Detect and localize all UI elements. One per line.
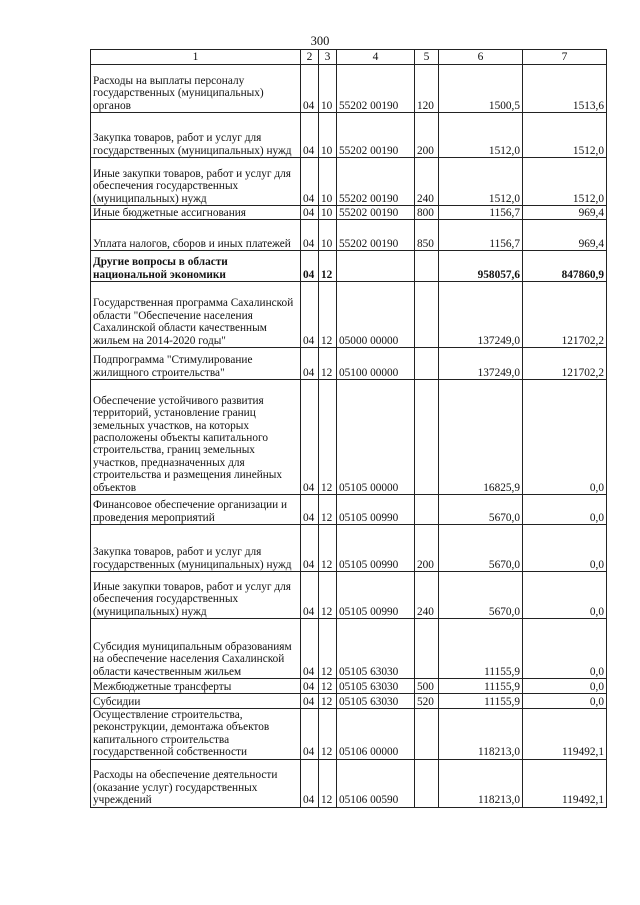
table-row <box>91 158 607 206</box>
row-name-cell: Подпрограмма "Стимулирование жилищного строительства" <box>91 348 301 380</box>
section-code-cell: 04 <box>301 220 319 251</box>
section-code-cell: 04 <box>301 495 319 525</box>
amount-year2-cell: 0,0 <box>523 380 607 495</box>
expense-type-cell <box>415 348 439 380</box>
target-article-cell: 55202 00190 <box>337 206 415 220</box>
table-row <box>91 495 607 525</box>
section-code-cell: 04 <box>301 525 319 572</box>
subsection-code-cell: 10 <box>319 220 337 251</box>
column-header: 2 <box>301 50 319 65</box>
amount-year2-cell: 0,0 <box>523 525 607 572</box>
target-article-cell: 05106 00590 <box>337 759 415 807</box>
column-header: 5 <box>415 50 439 65</box>
subsection-code-cell: 12 <box>319 694 337 709</box>
expense-type-cell: 520 <box>415 694 439 709</box>
amount-year1-cell: 5670,0 <box>439 525 523 572</box>
section-code-cell: 04 <box>301 348 319 380</box>
amount-year1-cell: 5670,0 <box>439 572 523 619</box>
amount-year1-cell: 1156,7 <box>439 206 523 220</box>
subsection-code-cell: 10 <box>319 113 337 158</box>
expense-type-cell <box>415 619 439 679</box>
amount-year2-cell: 969,4 <box>523 220 607 251</box>
amount-year1-cell: 11155,9 <box>439 679 523 694</box>
section-code-cell: 04 <box>301 380 319 495</box>
column-header: 4 <box>337 50 415 65</box>
subsection-code-cell: 12 <box>319 495 337 525</box>
row-name-cell: Финансовое обеспечение организации и проведения мероприятий <box>91 495 301 525</box>
target-article-cell: 05105 63030 <box>337 619 415 679</box>
expense-type-cell <box>415 251 439 282</box>
expense-type-cell: 500 <box>415 679 439 694</box>
column-header-row <box>91 50 607 65</box>
row-name-cell: Обеспечение устойчивого развития территорий, установление границ земельных участков, на которых расположены объекты капитального строительства, границ земельных участков, предназначенных для строительства и размещения линейных объектов <box>91 380 301 495</box>
row-name-cell: Иные бюджетные ассигнования <box>91 206 301 220</box>
row-name-cell: Закупка товаров, работ и услуг для государственных (муниципальных) нужд <box>91 113 301 158</box>
subsection-code-cell: 12 <box>319 282 337 348</box>
table-row <box>91 709 607 760</box>
amount-year2-cell: 121702,2 <box>523 348 607 380</box>
expense-type-cell <box>415 380 439 495</box>
row-name-cell: Субсидия муниципальным образованиям на обеспечение населения Сахалинской области качественным жильем <box>91 619 301 679</box>
subsection-code-cell: 10 <box>319 65 337 113</box>
expense-type-cell: 240 <box>415 572 439 619</box>
row-name-cell: Межбюджетные трансферты <box>91 679 301 694</box>
row-name-cell: Закупка товаров, работ и услуг для государственных (муниципальных) нужд <box>91 525 301 572</box>
target-article-cell: 55202 00190 <box>337 158 415 206</box>
amount-year1-cell: 1512,0 <box>439 158 523 206</box>
column-header: 7 <box>523 50 607 65</box>
expense-type-cell: 120 <box>415 65 439 113</box>
amount-year2-cell: 119492,1 <box>523 709 607 760</box>
table-row <box>91 380 607 495</box>
section-code-cell: 04 <box>301 709 319 760</box>
amount-year2-cell: 1513,6 <box>523 65 607 113</box>
target-article-cell: 05105 00990 <box>337 495 415 525</box>
table-row <box>91 348 607 380</box>
section-code-cell: 04 <box>301 619 319 679</box>
subsection-code-cell: 12 <box>319 525 337 572</box>
amount-year1-cell: 16825,9 <box>439 380 523 495</box>
amount-year1-cell: 5670,0 <box>439 495 523 525</box>
subsection-code-cell: 10 <box>319 158 337 206</box>
target-article-cell: 05105 63030 <box>337 694 415 709</box>
row-name-cell: Осуществление строительства, реконструкции, демонтажа объектов капитального строительства государственной собственности <box>91 709 301 760</box>
amount-year2-cell: 119492,1 <box>523 759 607 807</box>
target-article-cell: 05000 00000 <box>337 282 415 348</box>
target-article-cell: 55202 00190 <box>337 65 415 113</box>
expense-type-cell: 850 <box>415 220 439 251</box>
section-code-cell: 04 <box>301 694 319 709</box>
section-code-cell: 04 <box>301 282 319 348</box>
amount-year1-cell: 118213,0 <box>439 709 523 760</box>
section-code-cell: 04 <box>301 572 319 619</box>
amount-year2-cell: 1512,0 <box>523 158 607 206</box>
amount-year2-cell: 1512,0 <box>523 113 607 158</box>
row-name-cell: Государственная программа Сахалинской области "Обеспечение населения Сахалинской области качественным жильем на 2014-2020 годы" <box>91 282 301 348</box>
amount-year2-cell: 121702,2 <box>523 282 607 348</box>
target-article-cell: 55202 00190 <box>337 220 415 251</box>
subsection-code-cell: 12 <box>319 679 337 694</box>
amount-year2-cell: 847860,9 <box>523 251 607 282</box>
section-code-cell: 04 <box>301 251 319 282</box>
expense-type-cell: 200 <box>415 113 439 158</box>
table-row <box>91 113 607 158</box>
table-row <box>91 220 607 251</box>
target-article-cell: 55202 00190 <box>337 113 415 158</box>
amount-year2-cell: 0,0 <box>523 495 607 525</box>
amount-year1-cell: 137249,0 <box>439 348 523 380</box>
table-row <box>91 694 607 709</box>
amount-year1-cell: 1156,7 <box>439 220 523 251</box>
amount-year1-cell: 118213,0 <box>439 759 523 807</box>
amount-year2-cell: 969,4 <box>523 206 607 220</box>
row-name-cell: Субсидии <box>91 694 301 709</box>
table-row <box>91 619 607 679</box>
expense-type-cell: 200 <box>415 525 439 572</box>
target-article-cell <box>337 251 415 282</box>
table-row <box>91 759 607 807</box>
subsection-code-cell: 12 <box>319 759 337 807</box>
expense-type-cell <box>415 495 439 525</box>
amount-year1-cell: 958057,6 <box>439 251 523 282</box>
table-row <box>91 206 607 220</box>
table-row <box>91 282 607 348</box>
expense-type-cell <box>415 709 439 760</box>
target-article-cell: 05105 00000 <box>337 380 415 495</box>
section-code-cell: 04 <box>301 113 319 158</box>
target-article-cell: 05105 00990 <box>337 525 415 572</box>
subsection-code-cell: 12 <box>319 380 337 495</box>
expense-type-cell: 800 <box>415 206 439 220</box>
row-name-cell: Другие вопросы в области национальной экономики <box>91 251 301 282</box>
subsection-code-cell: 12 <box>319 709 337 760</box>
column-header: 3 <box>319 50 337 65</box>
amount-year2-cell: 0,0 <box>523 694 607 709</box>
subsection-code-cell: 10 <box>319 206 337 220</box>
table-row <box>91 679 607 694</box>
table-row <box>91 525 607 572</box>
amount-year1-cell: 137249,0 <box>439 282 523 348</box>
amount-year2-cell: 0,0 <box>523 572 607 619</box>
expense-type-cell: 240 <box>415 158 439 206</box>
subsection-code-cell: 12 <box>319 619 337 679</box>
table-row <box>91 251 607 282</box>
target-article-cell: 05106 00000 <box>337 709 415 760</box>
section-code-cell: 04 <box>301 759 319 807</box>
amount-year1-cell: 1512,0 <box>439 113 523 158</box>
subsection-code-cell: 12 <box>319 348 337 380</box>
row-name-cell: Расходы на выплаты персоналу государственных (муниципальных) органов <box>91 65 301 113</box>
table-row <box>91 572 607 619</box>
amount-year2-cell: 0,0 <box>523 679 607 694</box>
expense-type-cell <box>415 759 439 807</box>
table-row <box>91 65 607 113</box>
row-name-cell: Уплата налогов, сборов и иных платежей <box>91 220 301 251</box>
row-name-cell: Расходы на обеспечение деятельности (оказание услуг) государственных учреждений <box>91 759 301 807</box>
budget-table <box>90 49 607 808</box>
row-name-cell: Иные закупки товаров, работ и услуг для обеспечения государственных (муниципальных) нужд <box>91 572 301 619</box>
amount-year1-cell: 11155,9 <box>439 694 523 709</box>
amount-year1-cell: 1500,5 <box>439 65 523 113</box>
section-code-cell: 04 <box>301 679 319 694</box>
target-article-cell: 05105 63030 <box>337 679 415 694</box>
target-article-cell: 05100 00000 <box>337 348 415 380</box>
section-code-cell: 04 <box>301 206 319 220</box>
column-header: 1 <box>91 50 301 65</box>
subsection-code-cell: 12 <box>319 251 337 282</box>
expense-type-cell <box>415 282 439 348</box>
target-article-cell: 05105 00990 <box>337 572 415 619</box>
section-code-cell: 04 <box>301 158 319 206</box>
amount-year2-cell: 0,0 <box>523 619 607 679</box>
subsection-code-cell: 12 <box>319 572 337 619</box>
column-header: 6 <box>439 50 523 65</box>
section-code-cell: 04 <box>301 65 319 113</box>
page-number: 300 <box>310 34 330 48</box>
row-name-cell: Иные закупки товаров, работ и услуг для обеспечения государственных (муниципальных) нужд <box>91 158 301 206</box>
amount-year1-cell: 11155,9 <box>439 619 523 679</box>
